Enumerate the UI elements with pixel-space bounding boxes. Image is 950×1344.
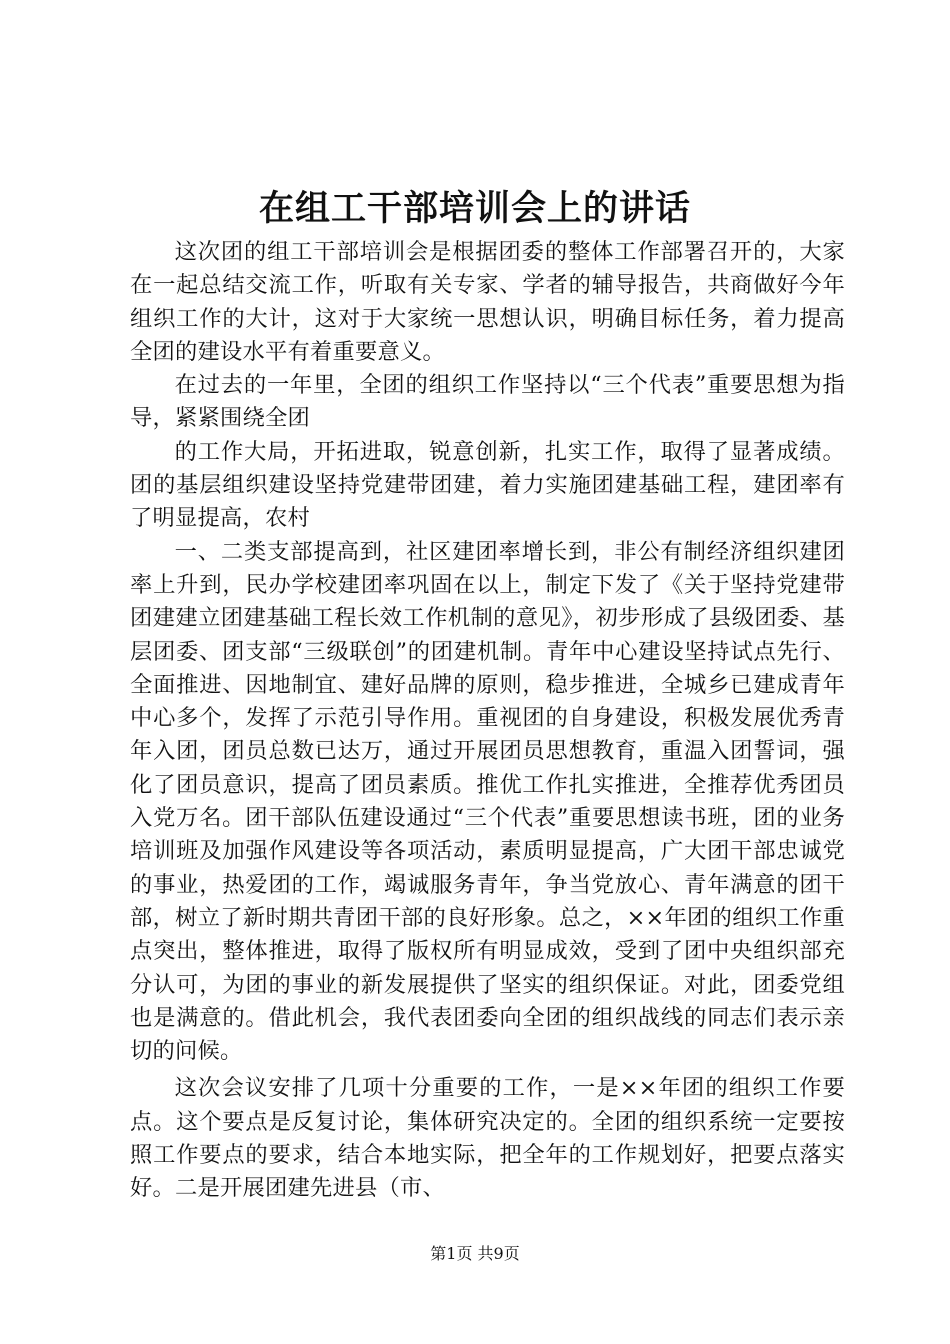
page-footer: 第1页 共9页 xyxy=(430,1244,520,1263)
paragraph-3: 的工作大局，开拓进取，锐意创新，扎实工作，取得了显著成绩。团的基层组织建设坚持党建带团建，着力实施团建基础工程，建团率有了明显提高，农村 xyxy=(130,438,845,532)
page-title: 在组工干部培训会上的讲话 xyxy=(258,188,691,229)
paragraph-4: 一、二类支部提高到，社区建团率增长到，非公有制经济组织建团率上升到，民办学校建团率巩固在以上，制定下发了《关于坚持党建带团建建立团建基础工程长效工作机制的意见》，初步形成了县级团委、基层团委、团支部“三级联创”的团建机制。青年中心建设坚持试点先行、全面推进、因地制宜、建好品牌的原则，稳步推进，全城乡已建成青年中心多个，发挥了示范引导作用。重视团的自身建设，积极发展优秀青年入团，团员总数已达万，通过开展团员思想教育，重温入团誓词，强化了团员意识，提高了团员素质。推优工作扎实推进，全推荐优秀团员入党万名。团干部队伍建设通过“三个代表”重要思想读书班，团的业务培训班及加强作风建设等各项活动，素质明显提高，广大团干部忠诚党的事业，热爱团的工作，竭诚服务青年，争当党放心、青年满意的团干部，树立了新时期共青团干部的良好形象。总之，××年团的组织工作重点突出，整体推进，取得了版权所有明显成效，受到了团中央组织部充分认可，为团的事业的新发展提供了坚实的组织保证。对此，团委党组也是满意的。借此机会，我代表团委向全团的组织战线的同志们表示亲切的问候。 xyxy=(130,538,845,1065)
document-body xyxy=(130,236,845,1206)
paragraph-2: 在过去的一年里，全团的组织工作坚持以“三个代表”重要思想为指导，紧紧围绕全团 xyxy=(130,372,845,432)
paragraph-5: 这次会议安排了几项十分重要的工作，一是××年团的组织工作要点。这个要点是反复讨论，集体研究决定的。全团的组织系统一定要按照工作要点的要求，结合本地实际，把全年的工作规划好，把要点落实好。二是开展团建先进县（市、 xyxy=(130,1075,845,1202)
paragraph-1: 这次团的组工干部培训会是根据团委的整体工作部署召开的，大家在一起总结交流工作，听取有关专家、学者的辅导报告，共商做好今年组织工作的大计，这对于大家统一思想认识，明确目标任务，着力提高全团的建设水平有着重要意义。 xyxy=(130,239,845,365)
